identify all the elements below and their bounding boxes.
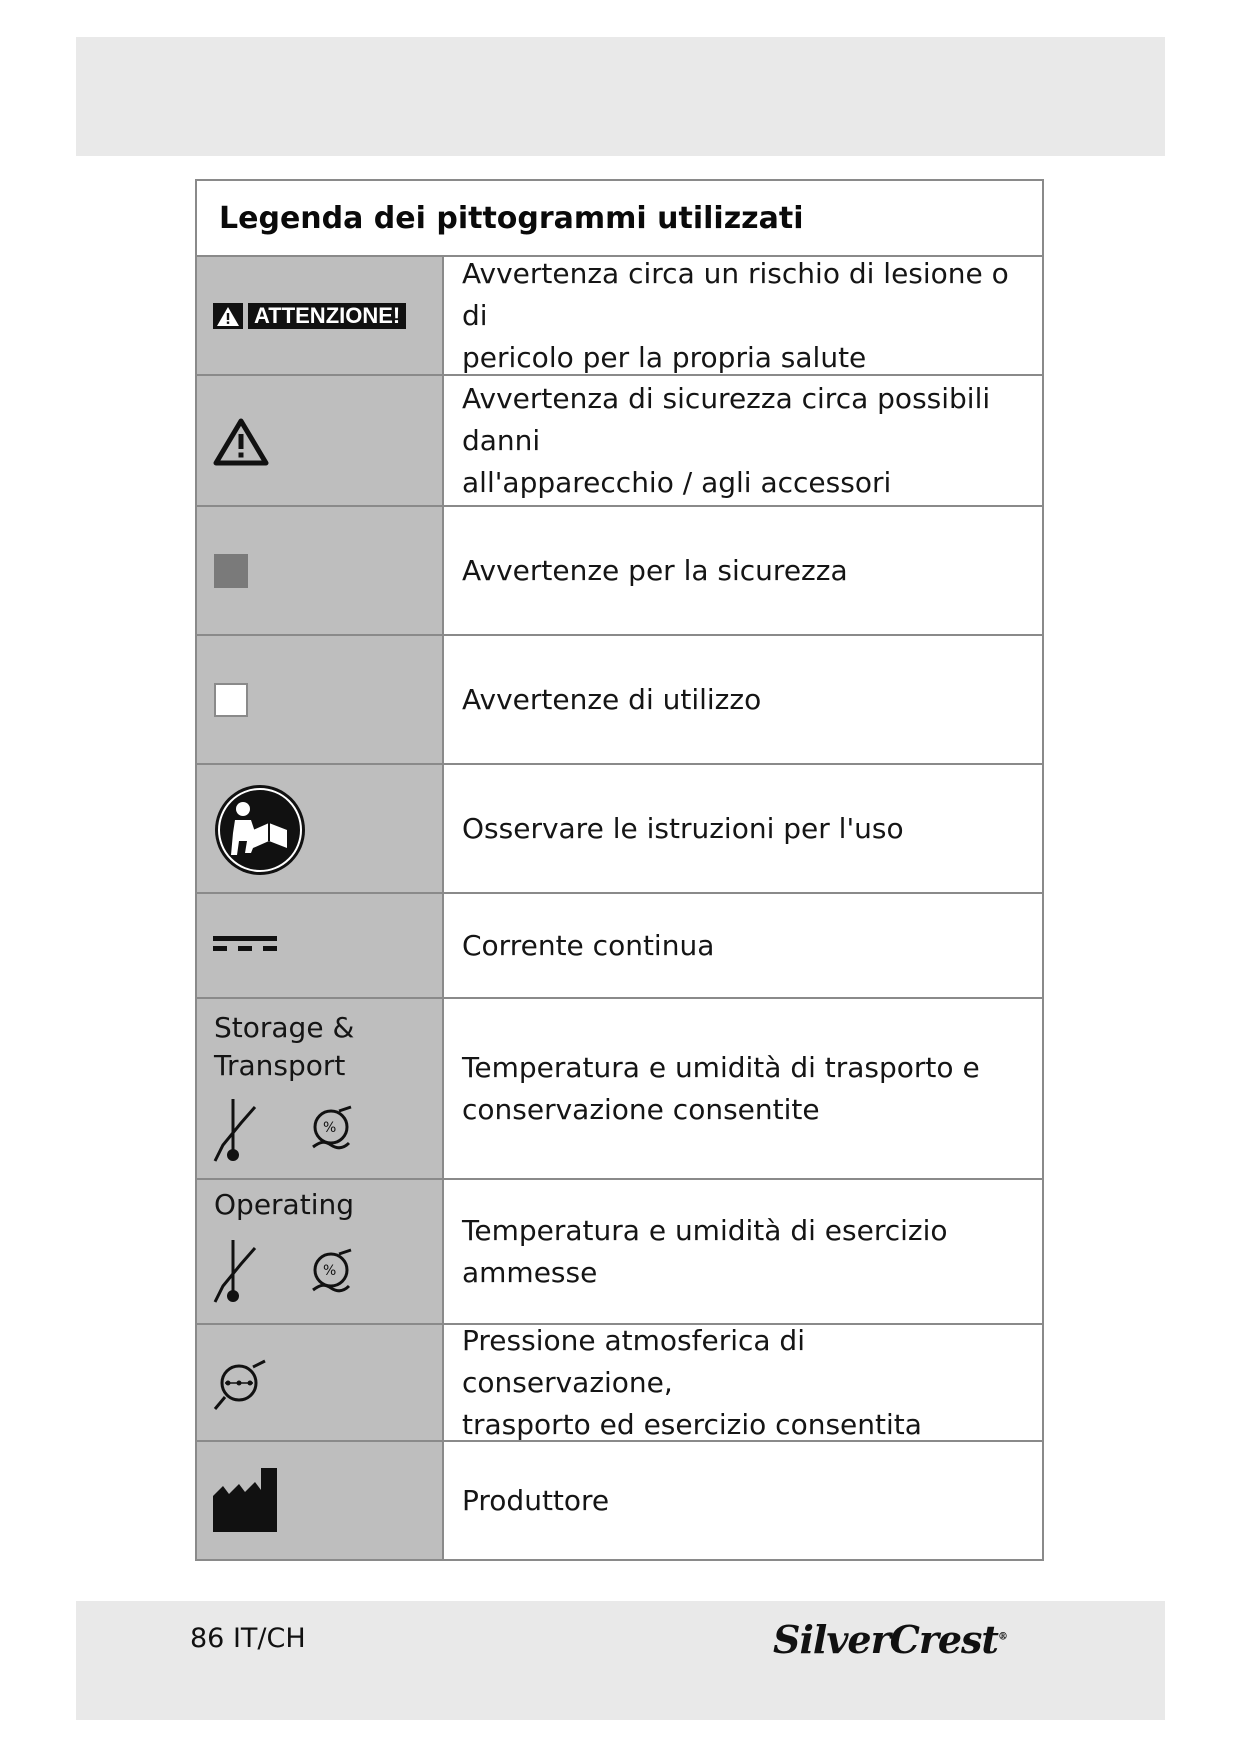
legend-row	[197, 1180, 1042, 1325]
symbol-cell	[197, 999, 444, 1178]
humidity-limit-icon	[309, 1244, 355, 1296]
symbol-cell	[197, 507, 444, 634]
symbol-cell	[197, 1180, 444, 1323]
attention-label-icon	[213, 303, 406, 329]
filled-square-icon	[213, 553, 249, 589]
symbol-cell	[197, 765, 444, 892]
symbol-cell	[197, 894, 444, 997]
description-cell	[444, 257, 1042, 374]
legend-row	[197, 257, 1042, 376]
warning-triangle-icon	[213, 303, 243, 329]
temperature-limit-icon	[213, 1236, 259, 1306]
description-line: trasporto ed esercizio consentita	[462, 1407, 922, 1441]
page-number: 86 IT/CH	[190, 1623, 306, 1654]
brand-logo: SilverCrest®	[773, 1617, 1007, 1662]
description-cell	[444, 894, 1042, 997]
operating-label: Operating	[214, 1188, 354, 1221]
symbol-cell	[197, 376, 444, 505]
legend-row	[197, 765, 1042, 894]
empty-square-icon	[213, 682, 249, 718]
svg-text:%: %	[323, 1120, 337, 1136]
temperature-limit-icon	[213, 1095, 259, 1165]
description-line: Corrente continua	[462, 928, 715, 962]
legend-title: Legenda dei pittogrammi utilizzati	[197, 181, 1042, 257]
read-manual-icon	[213, 783, 307, 877]
description-line: all'apparecchio / agli accessori	[462, 465, 892, 499]
description-cell	[444, 1442, 1042, 1559]
symbol-cell	[197, 1325, 444, 1440]
legend-row	[197, 1442, 1042, 1559]
description-line: Avvertenze di utilizzo	[462, 682, 762, 716]
svg-text:%: %	[323, 1263, 337, 1279]
description-line: pericolo per la propria salute	[462, 340, 867, 374]
symbol-cell	[197, 257, 444, 374]
legend-row	[197, 376, 1042, 507]
description-cell	[444, 765, 1042, 892]
description-line: conservazione consentite	[462, 1092, 820, 1126]
legend-row	[197, 999, 1042, 1180]
pictogram-legend-table	[195, 179, 1044, 1561]
description-line: Avvertenza circa un rischio di lesione o di	[462, 256, 1009, 332]
attention-label-text: ATTENZIONE!	[248, 303, 406, 329]
symbol-cell	[197, 1442, 444, 1559]
description-line: Pressione atmosferica di conservazione,	[462, 1323, 805, 1399]
description-cell	[444, 507, 1042, 634]
atmospheric-pressure-icon	[213, 1353, 267, 1413]
description-cell	[444, 1325, 1042, 1440]
description-line: Avvertenze per la sicurezza	[462, 553, 848, 587]
description-cell	[444, 1180, 1042, 1323]
description-cell	[444, 999, 1042, 1178]
description-line: Temperatura e umidità di esercizio ammesse	[462, 1213, 948, 1289]
legend-row	[197, 636, 1042, 765]
header-band	[76, 37, 1165, 156]
description-cell	[444, 636, 1042, 763]
description-cell	[444, 376, 1042, 505]
description-line: Avvertenza di sicurezza circa possibili danni	[462, 381, 991, 457]
legend-row	[197, 507, 1042, 636]
description-line: Produttore	[462, 1483, 610, 1517]
symbol-cell	[197, 636, 444, 763]
manufacturer-icon	[213, 1466, 277, 1532]
warning-triangle-icon	[213, 417, 269, 467]
direct-current-icon	[213, 934, 277, 954]
description-line: Osservare le istruzioni per l'uso	[462, 811, 904, 845]
legend-row	[197, 1325, 1042, 1442]
storage-transport-label: Storage & Transport	[214, 1011, 355, 1082]
humidity-limit-icon	[309, 1101, 355, 1153]
description-line: Temperatura e umidità di trasporto e	[462, 1050, 980, 1084]
legend-row	[197, 894, 1042, 999]
